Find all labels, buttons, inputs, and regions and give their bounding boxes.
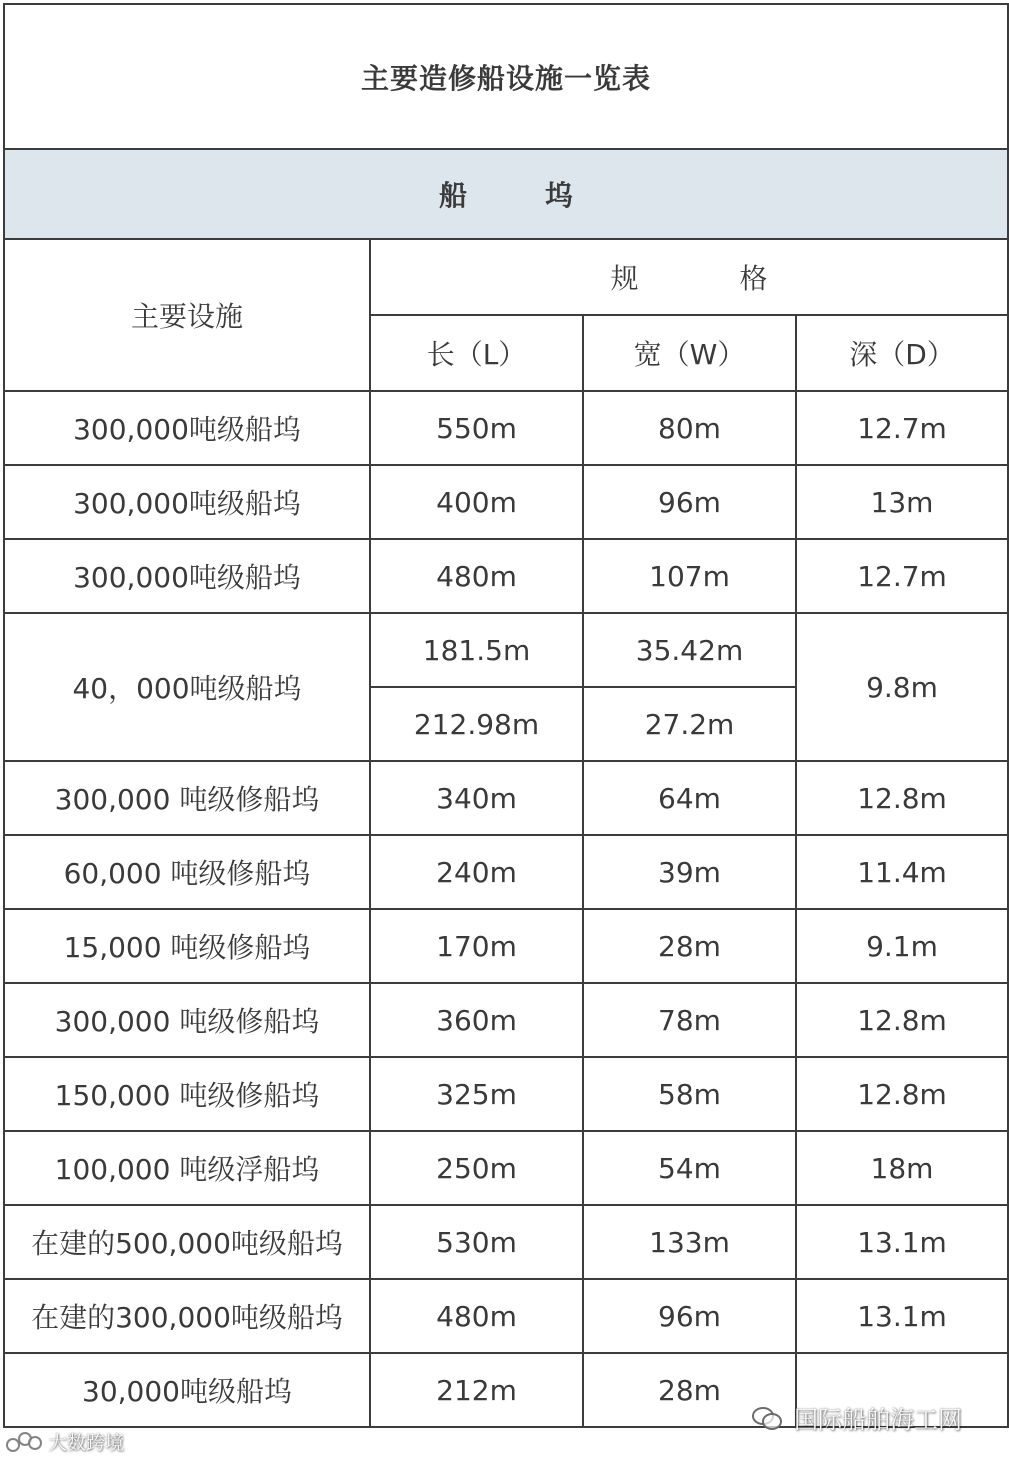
watermark-text: 大数跨境 [48, 1431, 125, 1454]
depth-value: 13.1m [796, 1205, 1008, 1279]
table-row [4, 1279, 1008, 1353]
depth-value: 13.1m [796, 1279, 1008, 1353]
width-value: 80m [583, 391, 796, 465]
facility-name: 300,000吨级船坞 [4, 465, 370, 539]
watermark-wechat-account [752, 1400, 1002, 1434]
column-header-length: 长（L） [370, 315, 583, 391]
length-value: 170m [370, 909, 583, 983]
table-row [4, 909, 1008, 983]
table-row [4, 1131, 1008, 1205]
depth-value: 12.7m [796, 391, 1008, 465]
length-value: 550m [370, 391, 583, 465]
table-row [4, 391, 1008, 465]
width-value: 54m [583, 1131, 796, 1205]
facility-name: 300,000吨级船坞 [4, 391, 370, 465]
facility-name: 300,000 吨级修船坞 [4, 983, 370, 1057]
depth-value: 18m [796, 1131, 1008, 1205]
table-row [4, 1205, 1008, 1279]
depth-value: 12.7m [796, 539, 1008, 613]
table-row [4, 613, 1008, 687]
facility-name: 15,000 吨级修船坞 [4, 909, 370, 983]
width-value: 28m [583, 1353, 796, 1427]
logo-icon [6, 1430, 44, 1452]
facility-name: 150,000 吨级修船坞 [4, 1057, 370, 1131]
width-value: 58m [583, 1057, 796, 1131]
length-value: 212.98m [370, 687, 583, 761]
facility-name: 60,000 吨级修船坞 [4, 835, 370, 909]
table-row [4, 761, 1008, 835]
length-value: 360m [370, 983, 583, 1057]
column-header-facility: 主要设施 [4, 239, 370, 391]
watermark-text: 国际船舶海工网 [794, 1405, 962, 1434]
wechat-icon [752, 1405, 782, 1429]
length-value: 480m [370, 1279, 583, 1353]
facilities-table [3, 3, 1009, 1428]
length-value: 325m [370, 1057, 583, 1131]
watermark-site [6, 1426, 124, 1456]
length-value: 400m [370, 465, 583, 539]
width-value: 133m [583, 1205, 796, 1279]
table-row [4, 983, 1008, 1057]
facility-name: 300,000 吨级修船坞 [4, 761, 370, 835]
depth-value: 9.1m [796, 909, 1008, 983]
table-row [4, 1057, 1008, 1131]
table-title: 主要造修船设施一览表 [4, 4, 1008, 149]
facility-name: 在建的300,000吨级船坞 [4, 1279, 370, 1353]
table-row [4, 465, 1008, 539]
facility-name: 300,000吨级船坞 [4, 539, 370, 613]
width-value: 78m [583, 983, 796, 1057]
column-header-depth: 深（D） [796, 315, 1008, 391]
section-header-dock: 船 坞 [4, 149, 1008, 239]
column-header-spec: 规 格 [370, 239, 1008, 315]
width-value: 27.2m [583, 687, 796, 761]
length-value: 212m [370, 1353, 583, 1427]
depth-value: 13m [796, 465, 1008, 539]
length-value: 250m [370, 1131, 583, 1205]
table-row [4, 539, 1008, 613]
table-row [4, 835, 1008, 909]
length-value: 340m [370, 761, 583, 835]
depth-value: 12.8m [796, 1057, 1008, 1131]
depth-value: 9.8m [796, 613, 1008, 761]
width-value: 35.42m [583, 613, 796, 687]
width-value: 107m [583, 539, 796, 613]
facility-name: 在建的500,000吨级船坞 [4, 1205, 370, 1279]
facility-name: 100,000 吨级浮船坞 [4, 1131, 370, 1205]
width-value: 96m [583, 465, 796, 539]
depth-value: 12.8m [796, 761, 1008, 835]
column-header-width: 宽（W） [583, 315, 796, 391]
width-value: 96m [583, 1279, 796, 1353]
width-value: 28m [583, 909, 796, 983]
depth-value: 12.8m [796, 983, 1008, 1057]
depth-value: 11.4m [796, 835, 1008, 909]
length-value: 181.5m [370, 613, 583, 687]
length-value: 240m [370, 835, 583, 909]
facility-name: 30,000吨级船坞 [4, 1353, 370, 1427]
width-value: 64m [583, 761, 796, 835]
length-value: 480m [370, 539, 583, 613]
length-value: 530m [370, 1205, 583, 1279]
facility-name: 40，000吨级船坞 [4, 613, 370, 761]
width-value: 39m [583, 835, 796, 909]
